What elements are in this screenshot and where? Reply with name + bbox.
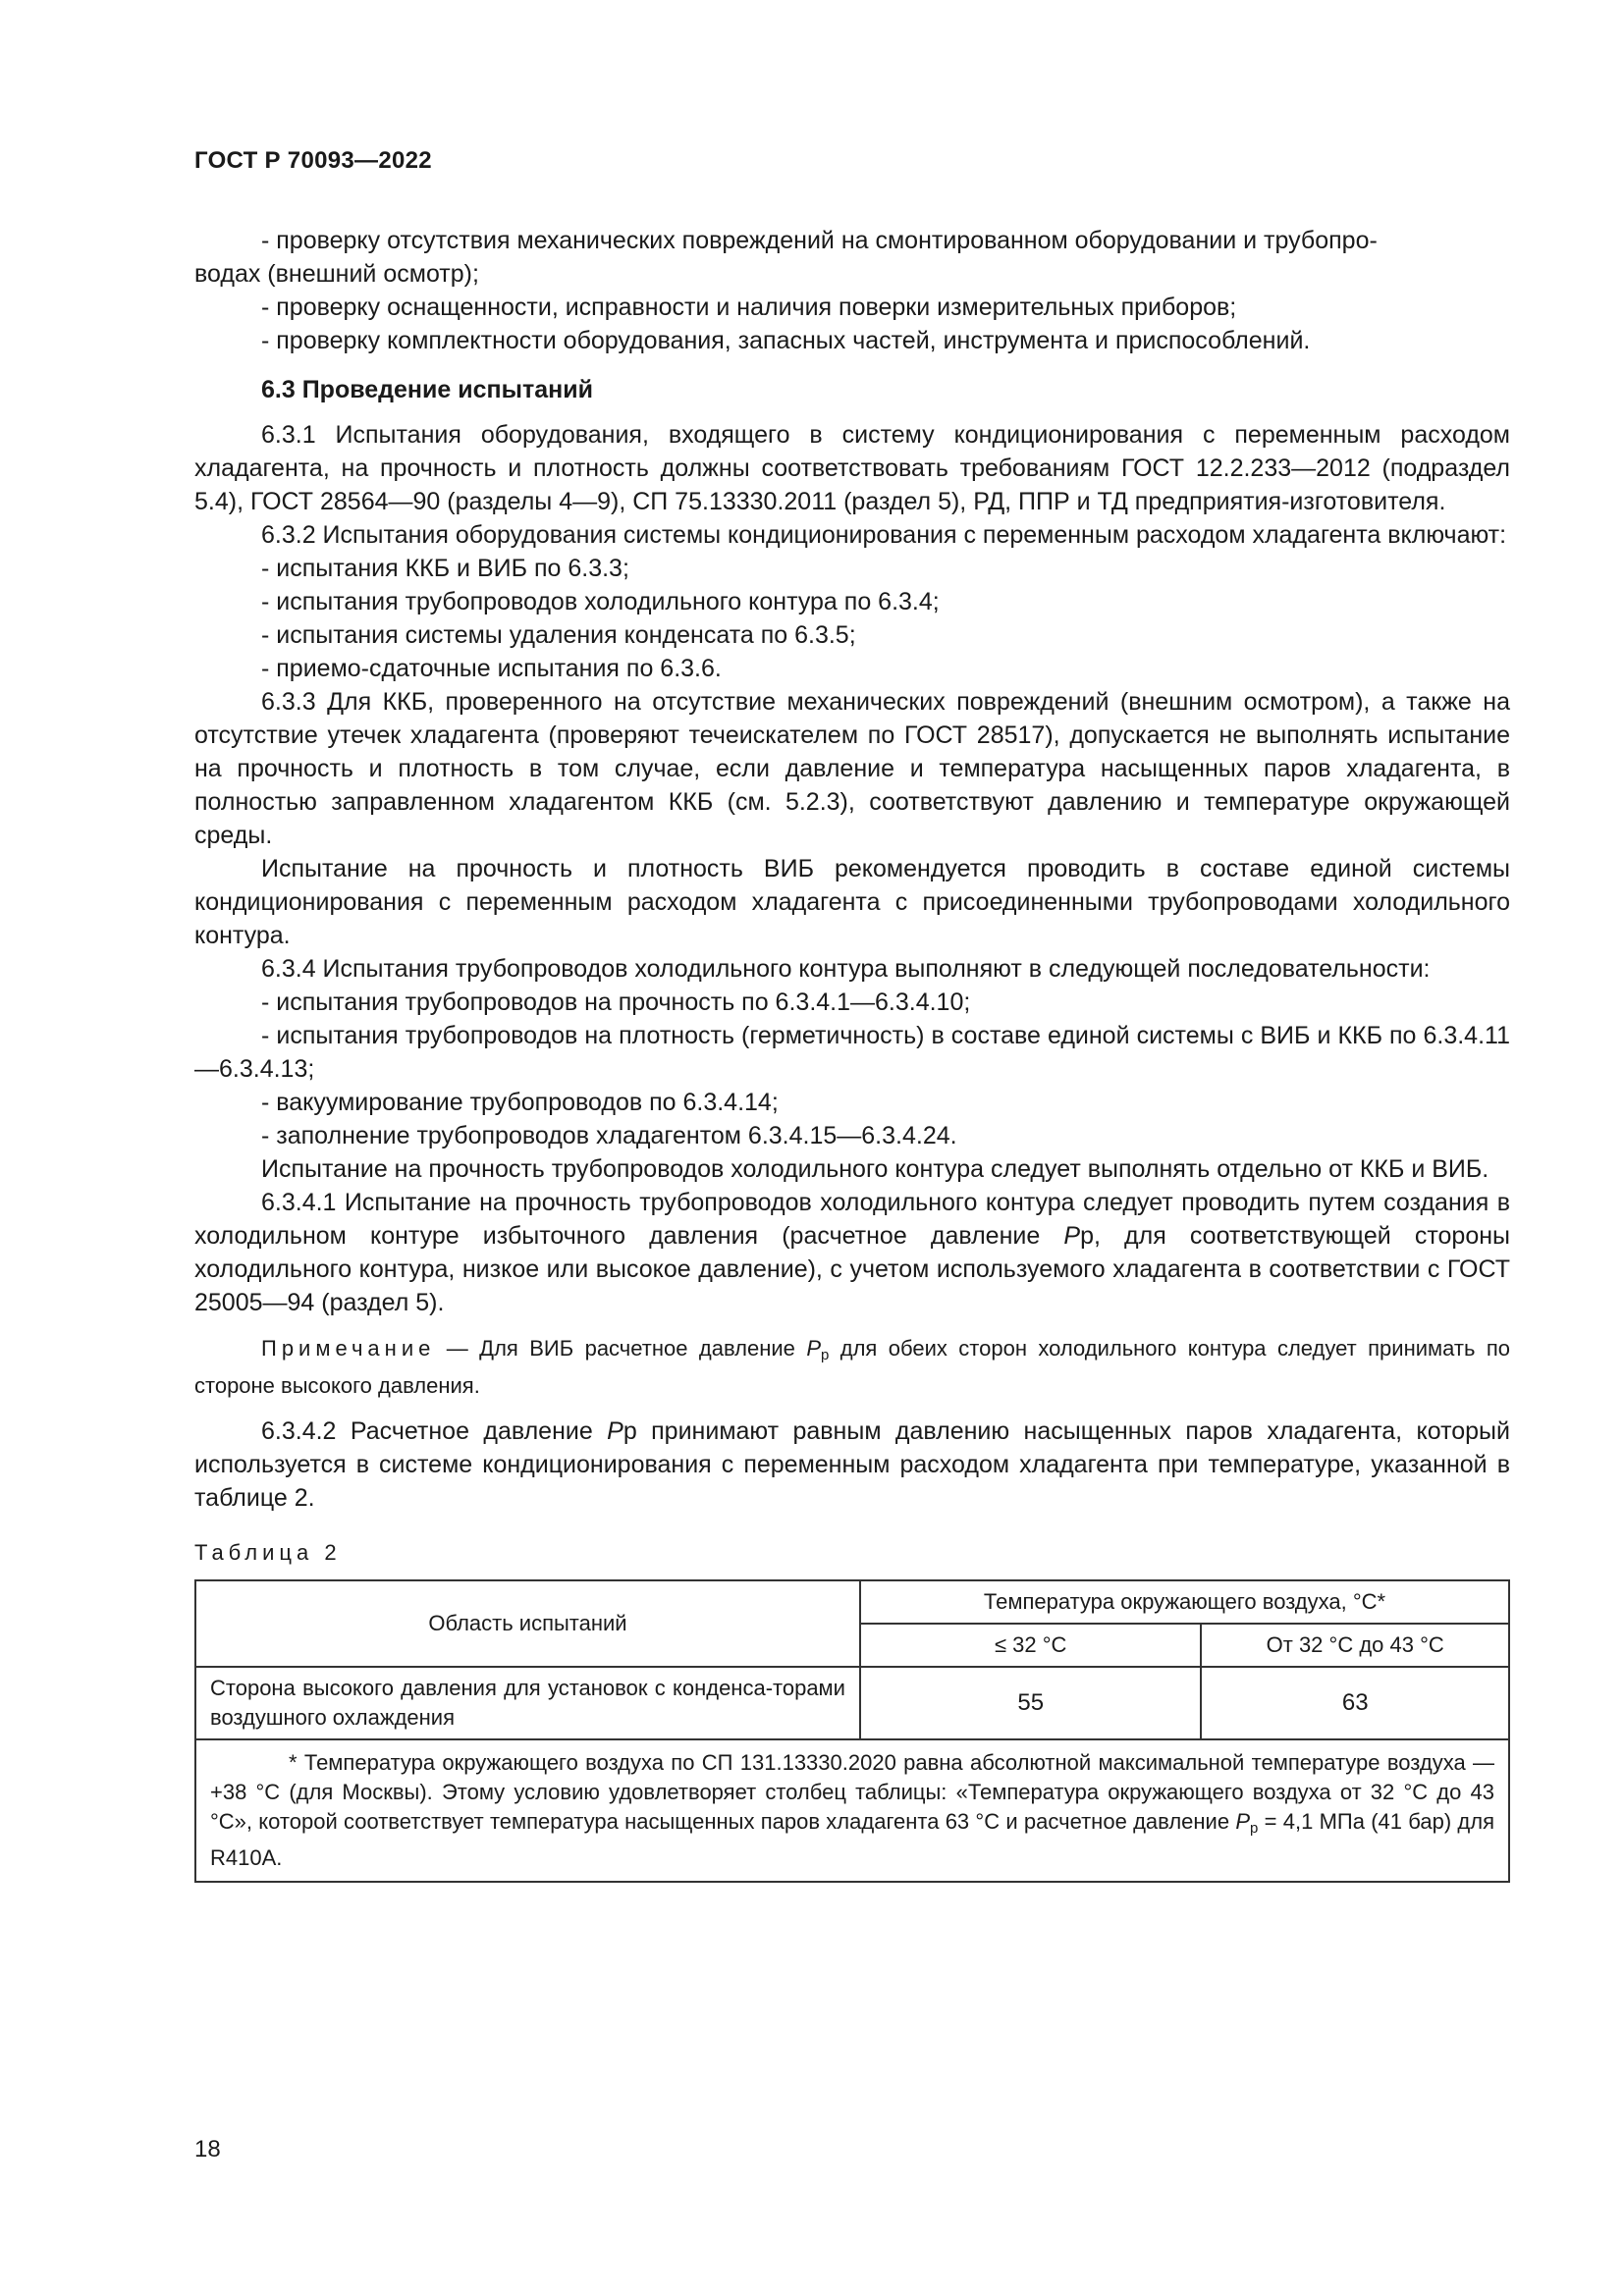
value-cell: 55	[860, 1667, 1201, 1739]
pressure-symbol: P	[1063, 1222, 1081, 1250]
list-item: - проверку отсутствия механических повреждений на смонтированном оборудовании и трубопро-	[261, 227, 1378, 254]
paragraph-6-3-4: 6.3.4 Испытания трубопроводов холодильного контура выполняют в следующей последовательности:	[261, 955, 1431, 983]
list-item: - заполнение трубопроводов хладагентом 6.3.4.15—6.3.4.24.	[261, 1122, 957, 1149]
paragraph-6-3-1: 6.3.1 Испытания оборудования, входящего в систему кондиционирования с переменным расходом хладагента, на прочность и плотность должны соответствовать требованиям ГОСТ 12.2.233—2012 (подраздел 5.4), ГОСТ 28564—90 (разделы 4—9), СП 75.13330.2011 (раздел 5), РД, ППР и ТД предприятия-изготовителя.	[194, 421, 1510, 515]
pressure-symbol: P	[806, 1336, 821, 1361]
note-label: Примечание	[261, 1336, 436, 1361]
paragraph-6-3-2: 6.3.2 Испытания оборудования системы кондиционирования с переменным расходом хладагента включают:	[261, 521, 1507, 549]
list-item: - вакуумирование трубопроводов по 6.3.4.14;	[261, 1089, 779, 1116]
value-cell: 63	[1201, 1667, 1509, 1739]
list-item: - приемо-сдаточные испытания по 6.3.6.	[261, 655, 722, 682]
header-area: Область испытаний	[195, 1580, 860, 1667]
paragraph-6-3-4-2: 6.3.4.2 Расчетное давление Pр принимают равным давлению насыщенных паров хладагента, который используется в системе кондиционирования с переменным расходом хладагента при температуре, указанной в таблице 2.	[194, 1417, 1510, 1512]
list-item: - проверку комплектности оборудования, запасных частей, инструмента и приспособлений.	[261, 327, 1311, 354]
subheader-32-43: От 32 °С до 43 °С	[1201, 1624, 1509, 1667]
paragraph-6-3-3: 6.3.3 Для ККБ, проверенного на отсутствие механических повреждений (внешним осмотром), а также на отсутствие утечек хладагента (проверяют течеискателем по ГОСТ 28517), допускается не выполнять испытание на прочность и плотность в том случае, если давление и температура насыщенных паров хладагента, в полностью заправленном хладагентом ККБ (см. 5.2.3), соответствуют давлению и температуре окружающей среды.	[194, 688, 1510, 849]
list-item-continuation: водах (внешний осмотр);	[194, 260, 479, 288]
list-item: - испытания трубопроводов холодильного контура по 6.3.4;	[261, 588, 940, 615]
document-header: ГОСТ Р 70093—2022	[194, 147, 432, 174]
table-footnote: * Температура окружающего воздуха по СП 131.13330.2020 равна абсолютной максимальной температуре воздуха — +38 °С (для Москвы). Этому условию удовлетворяет столбец таблицы: «Температура окружающего воздуха от 32 °С до 43 °С», которой соответствует температура насыщенных паров хладагента 63 °С и расчетное давление $P_р = 4,1$ МПа (41 бар) для R410A.	[195, 1739, 1509, 1882]
note: Примечание — Для ВИБ расчетное давление $P_р$ для обеих сторон холодильного контура следует принимать по стороне высокого давления.	[194, 1336, 1510, 1398]
list-item: - испытания ККБ и ВИБ по 6.3.3;	[261, 555, 629, 582]
paragraph-6-3-3-continued: Испытание на прочность и плотность ВИБ рекомендуется проводить в составе единой системы кондиционирования с переменным расходом хладагента с присоединенными трубопроводами холодильного контура.	[194, 855, 1510, 949]
document-body	[194, 224, 1510, 1883]
subheader-le-32: ≤ 32 °С	[860, 1624, 1201, 1667]
list-item: - испытания трубопроводов на плотность (герметичность) в составе единой системы с ВИБ и ККБ по 6.3.4.11—6.3.4.13;	[194, 1022, 1510, 1083]
paragraph-6-3-4-continued: Испытание на прочность трубопроводов холодильного контура следует выполнять отдельно от ККБ и ВИБ.	[261, 1155, 1489, 1183]
list-item: - проверку оснащенности, исправности и наличия поверки измерительных приборов;	[261, 294, 1237, 321]
page-number: 18	[194, 2136, 221, 2163]
paragraph-6-3-4-1: 6.3.4.1 Испытание на прочность трубопроводов холодильного контура следует проводить путем создания в холодильном контуре избыточного давления (расчетное давление Pр, для соответствующей стороны холодильного контура, низкое или высокое давление), с учетом используемого хладагента в соответствии с ГОСТ 25005—94 (раздел 5).	[194, 1189, 1510, 1316]
row-label: Сторона высокого давления для установок с конденса-торами воздушного охлаждения	[195, 1667, 860, 1739]
list-item: - испытания трубопроводов на прочность по 6.3.4.1—6.3.4.10;	[261, 988, 971, 1016]
table-2	[194, 1579, 1510, 1883]
pressure-symbol: P	[1235, 1809, 1251, 1834]
pressure-symbol: P	[607, 1417, 623, 1445]
section-heading: 6.3 Проведение испытаний	[261, 376, 593, 403]
list-item: - испытания системы удаления конденсата по 6.3.5;	[261, 621, 856, 649]
header-temperature: Температура окружающего воздуха, °С*	[860, 1580, 1509, 1624]
table-caption: Таблица 2	[194, 1540, 342, 1565]
